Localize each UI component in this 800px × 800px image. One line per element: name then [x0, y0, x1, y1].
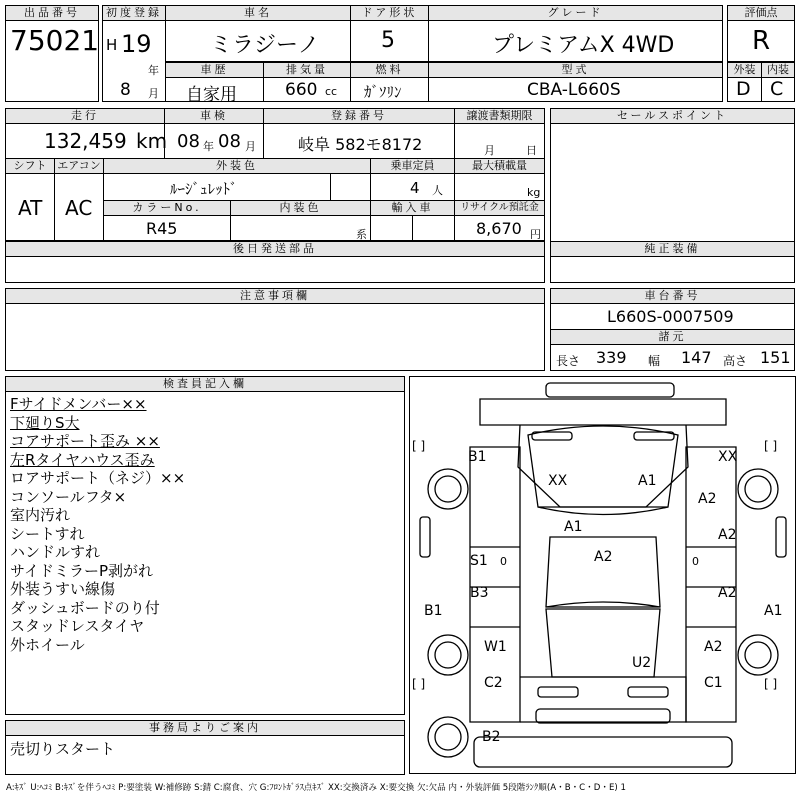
sales-points-label: セールスポイント	[550, 108, 795, 124]
note-line: 左Rタイヤハウス歪み	[10, 450, 155, 469]
width: 147	[681, 348, 712, 367]
ext-color-label: 外装色	[103, 158, 371, 174]
mark-right-sill: A1	[764, 603, 783, 619]
note-line: Fサイドメンバー××	[10, 395, 147, 413]
sales-points-cell	[550, 123, 795, 283]
recycle-unit: 円	[530, 228, 541, 241]
height-label: 高さ	[723, 354, 748, 368]
year-unit: 年	[148, 64, 159, 77]
note-line: サイドミラーP剥がれ	[10, 561, 153, 580]
car-damage-diagram	[409, 376, 796, 774]
office-message: 売切りスタート	[10, 740, 116, 758]
chassis: L660S-0007509	[607, 307, 734, 326]
capacity-label: 乗車定員	[370, 158, 455, 174]
interior-label: 内装	[761, 62, 795, 78]
width-label: 幅	[648, 354, 661, 368]
grade-label: グレード	[428, 5, 723, 21]
inspection-year: 08	[177, 131, 200, 152]
inspector-notes	[10, 395, 185, 654]
door-count: 5	[381, 28, 395, 53]
plate: 岐阜 582モ8172	[298, 135, 423, 154]
mileage-unit: km	[136, 129, 168, 153]
int-color-cell	[230, 215, 371, 241]
history-label: 車歴	[165, 62, 264, 78]
history: 自家用	[186, 85, 237, 105]
length: 339	[596, 348, 627, 367]
fuel-label: 燃料	[350, 62, 429, 78]
first-reg-label: 初度登録	[102, 5, 166, 21]
model: CBA-L660S	[527, 80, 621, 100]
displacement-label: 排気量	[263, 62, 351, 78]
note-line: ダッシュボードのり付	[10, 598, 160, 617]
recycle: 8,670	[476, 219, 522, 238]
length-label: 長さ	[556, 354, 581, 368]
import-cell	[370, 215, 413, 241]
zero-left: 0	[500, 555, 507, 568]
note-line: 下廻りS大	[10, 413, 80, 432]
note-line: コンソールフタ×	[10, 487, 127, 506]
score-label: 評価点	[727, 5, 795, 21]
note-line: シートすれ	[10, 524, 85, 543]
ext-color-sub-cell	[330, 173, 371, 201]
later-parts-label: 後日発送部品	[5, 241, 545, 257]
ac-label: エアコン	[54, 158, 104, 174]
model-label: 型式	[428, 62, 723, 78]
lot-label: 出品番号	[5, 5, 99, 21]
car-outline-svg	[410, 377, 797, 775]
legend: A:ｷｽﾞ U:ﾍｺﾐ B:ｷｽﾞを伴うﾍｺﾐ P:要塗装 W:補修跡 S:錆 C:腐食、穴 G:ﾌﾛﾝﾄｶﾞﾗｽ点ｷｽﾞ XX:交換済み X:要交換 欠:欠品 内・外装評価 5段階ﾗﾝｸ順(A・B・C・D・E) 1	[6, 783, 626, 793]
displacement: 660	[285, 80, 318, 100]
int-color-label: 内装色	[230, 200, 371, 216]
first-reg-year: 19	[121, 30, 152, 58]
caution-cell	[5, 303, 545, 371]
grade: プレミアムX 4WD	[492, 33, 675, 58]
mark-right-fender: A2	[698, 491, 717, 507]
color-no: R45	[146, 219, 178, 238]
mileage: 132,459	[44, 129, 127, 153]
shift-label: シフト	[5, 158, 55, 174]
mark-front-right-corner: XX	[718, 449, 738, 465]
bracket-left-top: [ ]	[412, 439, 426, 453]
inspection-month-unit: 月	[245, 140, 256, 153]
mark-hood-left: XX	[548, 473, 568, 489]
mark-left-rear-door: B3	[470, 585, 489, 601]
fuel: ｶﾞｿﾘﾝ	[364, 83, 402, 101]
import-label: 輸入車	[370, 200, 455, 216]
capacity-unit: 人	[432, 184, 443, 197]
mark-left-rear-wheel: W1	[484, 639, 507, 655]
office-title: 事務局よりご案内	[5, 720, 405, 736]
ext-color: ﾙｰｼﾞｭﾚｯﾄﾞ	[170, 180, 238, 198]
caution-label: 注意事項欄	[5, 288, 545, 304]
oem-label: 純正装備	[550, 241, 795, 257]
mark-front-left-fender: B1	[468, 449, 487, 465]
specs-label: 諸元	[550, 329, 795, 345]
exterior-grade: D	[736, 78, 751, 100]
mark-left-rear-corner: C2	[484, 675, 503, 691]
first-reg-month: 8	[120, 80, 131, 100]
transfer-day-unit: 日	[526, 144, 537, 157]
bracket-right-bottom: [ ]	[764, 677, 778, 691]
score: R	[752, 26, 771, 56]
mark-right-rear-door: A2	[718, 585, 737, 601]
plate-label: 登録番号	[263, 108, 455, 124]
bracket-right-top: [ ]	[764, 439, 778, 453]
zero-right: 0	[692, 555, 699, 568]
interior-grade: C	[770, 78, 784, 100]
mark-right-rear-corner: C1	[704, 675, 723, 691]
note-line: ロアサポート（ネジ）××	[10, 469, 186, 487]
car-name: ミラジーノ	[210, 33, 320, 58]
mileage-label: 走行	[5, 108, 165, 124]
shift: AT	[18, 196, 43, 220]
lot-number: 75021	[10, 24, 100, 57]
inspection-month: 08	[218, 131, 241, 152]
mark-roof: A2	[594, 549, 613, 565]
mark-right-front-door: A2	[718, 527, 737, 543]
note-line: コアサポート歪み ××	[10, 432, 160, 450]
mark-left-front-door: S1	[470, 553, 488, 569]
mark-left-sill: B1	[424, 603, 443, 619]
exterior-label: 外装	[727, 62, 762, 78]
bracket-left-bottom: [ ]	[412, 677, 426, 691]
max-load-label: 最大積載量	[454, 158, 545, 174]
era: H	[106, 36, 118, 54]
transfer-month-unit: 月	[484, 144, 495, 157]
specs-cell	[550, 344, 795, 371]
chassis-label: 車台番号	[550, 288, 795, 304]
inspector-title: 検査員記入欄	[5, 376, 405, 392]
height: 151	[760, 348, 791, 367]
transfer-label: 譲渡書類期限	[454, 108, 545, 124]
mark-tailgate: U2	[632, 655, 652, 671]
month-unit: 月	[148, 87, 159, 100]
note-line: スタッドレスタイヤ	[10, 617, 145, 635]
note-line: 室内汚れ	[10, 506, 71, 524]
door-label: ドア形状	[350, 5, 429, 21]
mark-hood-right: A1	[638, 473, 657, 489]
capacity: 4	[410, 179, 420, 197]
mark-rear-bumper: B2	[482, 729, 501, 745]
inspection-year-unit: 年	[203, 140, 214, 153]
note-line: ハンドルすれ	[10, 543, 101, 561]
inspection-label: 車検	[164, 108, 264, 124]
later-parts-cell	[5, 256, 545, 283]
mark-right-quarter: A2	[704, 639, 723, 655]
recycle-label: リサイクル預託金	[454, 200, 545, 216]
ac: AC	[65, 196, 93, 220]
max-load-unit: kg	[527, 186, 541, 199]
int-color-unit: 系	[356, 228, 367, 241]
car-name-label: 車名	[165, 5, 351, 21]
import-cell-2	[412, 215, 455, 241]
color-no-label: カラーNo.	[103, 200, 231, 216]
displacement-unit: cc	[325, 85, 338, 98]
note-line: 外ホイール	[10, 635, 85, 654]
note-line: 外装うすい線傷	[10, 580, 116, 598]
mark-windshield: A1	[564, 519, 583, 535]
